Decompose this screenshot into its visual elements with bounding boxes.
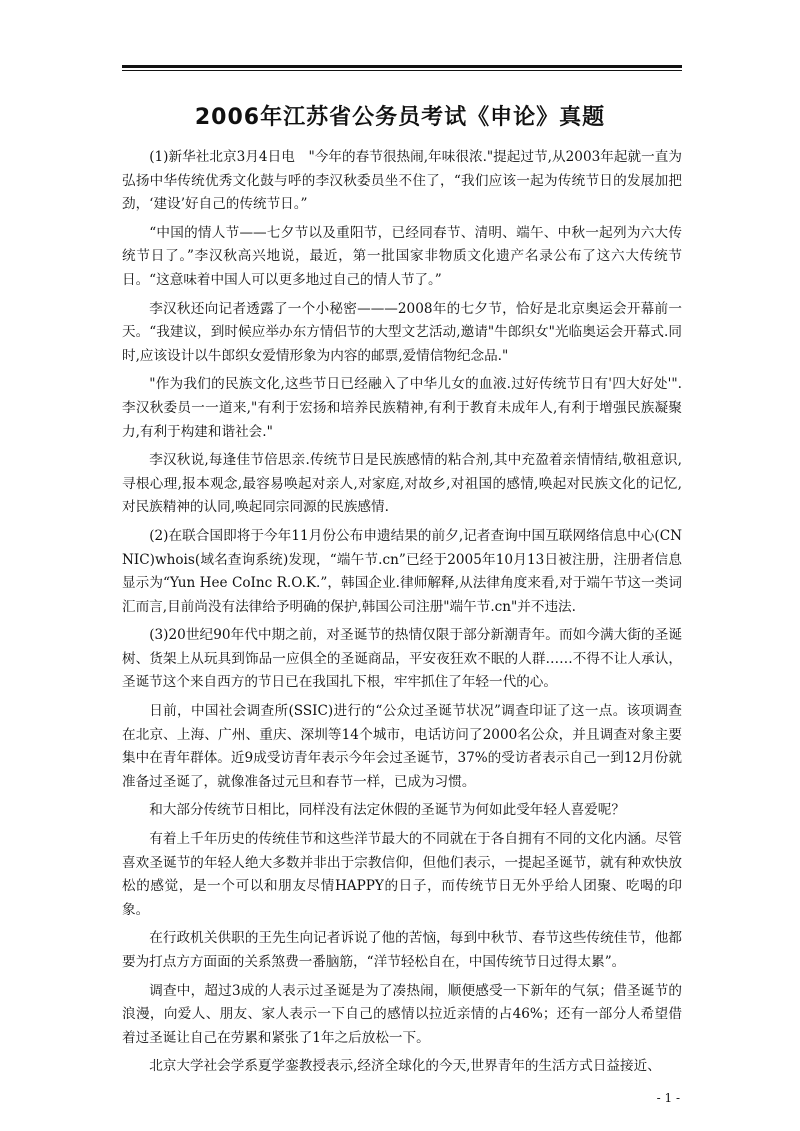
paragraph-7: (3)20世纪90年代中期之前，对圣诞节的热情仅限于部分新潮青年。而如今满大街的圣诞树、货架上从玩具到饰品一应俱全的圣诞商品，平安夜狂欢不眠的人群……不得不让人承认，圣诞节这个来自西方的节日已在我国扎下根，牢牢抓住了年轻一代的心。 (122, 627, 682, 691)
document-title: 2006年江苏省公务员考试《申论》真题 (194, 105, 606, 130)
paragraph-12: 调查中，超过3成的人表示过圣诞是为了凑热闹，顺便感受一下新年的气氛；借圣诞节的浪漫，向爱人、朋友、家人表示一下自己的感情以拉近亲情的占46%；还有一部分人希望借着过圣诞让自己在劳累和紧张了1年之后放松一下。 (122, 982, 682, 1046)
paragraph-2: “中国的情人节——七夕节以及重阳节，已经同春节、清明、端午、中秋一起列为六大传统节日了。”李汉秋高兴地说，最近，第一批国家非物质文化遗产名录公布了这六大传统节日。“这意味着中国人可以更多地过自己的情人节了。” (122, 224, 682, 288)
paragraph-4: "作为我们的民族文化,这些节日已经融入了中华儿女的血液.过好传统节日有'四大好处'".李汉秋委员一一道来,"有利于宏扬和培养民族精神,有利于教育未成年人,有利于增强民族凝聚力,有利于构建和谐社会." (122, 376, 682, 440)
document-body (122, 146, 682, 1084)
paragraph-13: 北京大学社会学系夏学銮教授表示,经济全球化的今天,世界青年的生活方式日益接近、 (149, 1058, 661, 1075)
header-rule-thick (122, 65, 682, 68)
header-rule-thin (122, 70, 682, 71)
page-number: - 1 - (656, 1091, 680, 1105)
paragraph-5: 李汉秋说,每逢佳节倍思亲.传统节日是民族感情的粘合剂,其中充盈着亲情情结,敬祖意识,寻根心理,报本观念,最容易唤起对亲人,对家庭,对故乡,对祖国的感情,唤起对民族文化的记忆,对民族精神的认同,唤起同宗同源的民族感情. (122, 452, 682, 516)
paragraph-1: (1)新华社北京3月4日电 "今年的春节很热闹,年味很浓."提起过节,从2003年起就一直为弘扬中华传统优秀文化鼓与呼的李汉秋委员坐不住了，“我们应该一起为传统节日的发展加把劲，‘建设’好自己的传统节日。” (122, 149, 682, 213)
paragraph-3: 李汉秋还向记者透露了一个小秘密———2008年的七夕节，恰好是北京奥运会开幕前一天。“我建议，到时候应举办东方情侣节的大型文艺活动,邀请"牛郎织女"光临奥运会开幕式.同时,应该设计以牛郎织女爱情形象为内容的邮票,爱情信物纪念品." (122, 300, 682, 364)
paragraph-9: 和大部分传统节日相比，同样没有法定休假的圣诞节为何如此受年轻人喜爱呢？ (149, 802, 625, 819)
paragraph-10: 有着上千年历史的传统佳节和这些洋节最大的不同就在于各自拥有不同的文化内涵。尽管喜欢圣诞节的年轻人绝大多数并非出于宗教信仰，但他们表示，一提起圣诞节，就有种欢快放松的感觉，是一个可以和朋友尽情HAPPY的日子，而传统节日无外乎给人团聚、吃喝的印象。 (122, 831, 682, 918)
paragraph-8: 日前，中国社会调查所(SSIC)进行的“公众过圣诞节状况”调查印证了这一点。该项调查在北京、上海、广州、重庆、深圳等14个城市，电话访问了2000名公众，并且调查对象主要集中在青年群体。近9成受访青年表示今年会过圣诞节，37%的受访者表示自己一到12月份就准备过圣诞了，就像准备过元旦和春节一样，已成为习惯。 (122, 703, 682, 790)
paragraph-11: 在行政机关供职的王先生向记者诉说了他的苦恼，每到中秋节、春节这些传统佳节，他都要为打点方方面面的关系煞费一番脑筋，“洋节轻松自在，中国传统节日过得太累”。 (122, 930, 682, 970)
paragraph-6: (2)在联合国即将于今年11月份公布申遗结果的前夕,记者查询中国互联网络信息中心(CNNIC)whois(域名查询系统)发现，“端午节.cn”已经于2005年10月13日被注册，注册者信息显示为“Yun Hee CoInc R.O.K.”，韩国企业.律师解释,从法律角度来看,对于端午节这一类词汇而言,目前尚没有法律给予明确的保护,韩国公司注册"端午节.cn"并不违法. (122, 527, 682, 615)
